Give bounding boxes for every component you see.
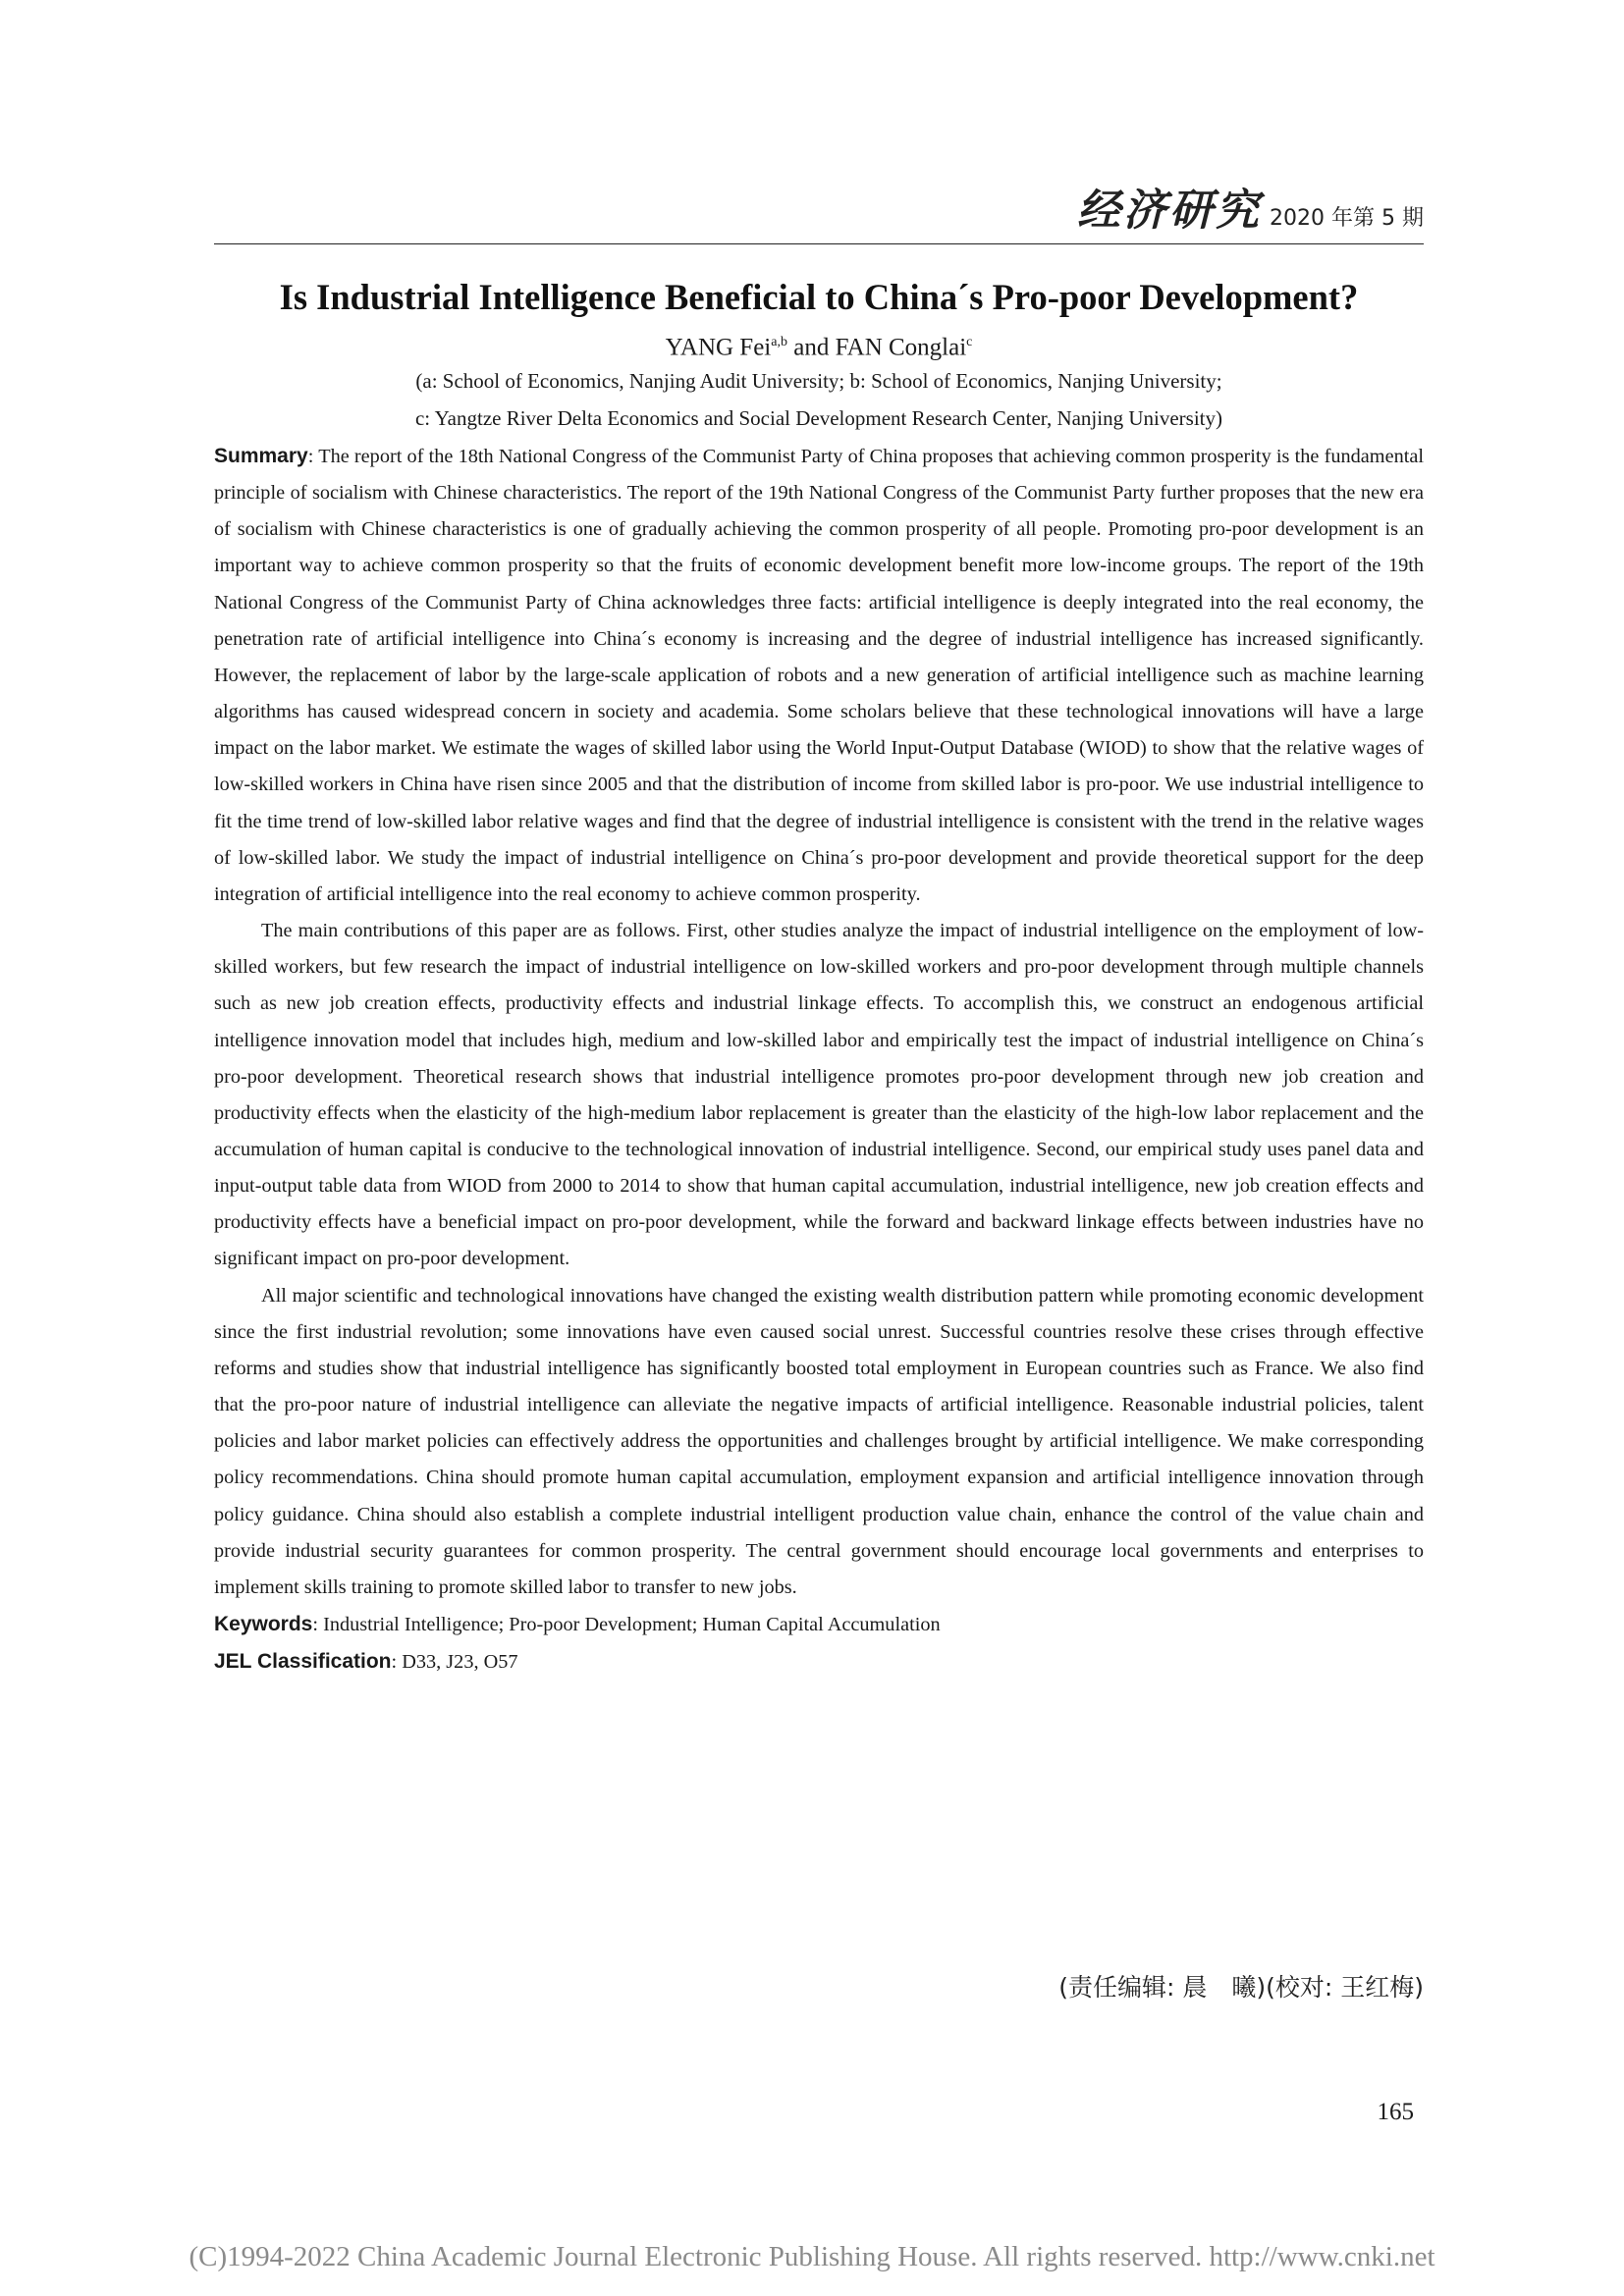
jel-line	[214, 1643, 1424, 1681]
paper-title: Is Industrial Intelligence Beneficial to China´s Pro-poor Development?	[279, 277, 1359, 317]
copyright-footer: (C)1994-2022 China Academic Journal Electronic Publishing House. All rights reserved. http://www.cnki.net	[189, 2241, 1435, 2272]
author-name: FAN Conglai	[835, 334, 967, 361]
summary-paragraph	[214, 438, 1424, 913]
author-superscript: a,b	[771, 335, 787, 349]
journal-issue: 2020 年第 5 期	[1270, 206, 1424, 231]
journal-masthead	[1077, 175, 1424, 238]
keywords-line	[214, 1606, 1424, 1643]
author-conjunction: and	[786, 334, 836, 361]
body-paragraph: All major scientific and technological innovations have changed the existing wealth distribution pattern while promoting economic development since the first industrial revolution; some innovations have even caused social unrest. Successful countries resolve these crises through effective reforms and studies show that industrial intelligence has significantly boosted total employment in European countries such as France. We also find that the pro-poor nature of industrial intelligence can alleviate the negative impacts of artificial intelligence. Reasonable industrial policies, talent policies and labor market policies can effectively address the opportunities and challenges brought by artificial intelligence. We make corresponding policy recommendations. China should promote human capital accumulation, employment expansion and artificial intelligence innovation through policy guidance. China should also establish a complete industrial intelligent production value chain, enhance the control of the value chain and provide industrial security guarantees for common prosperity. The central government should encourage local governments and enterprises to implement skills training to promote skilled labor to transfer to new jobs.	[214, 1284, 1424, 1598]
author-name: YANG Fei	[665, 334, 772, 361]
page-number: 165	[1377, 2099, 1414, 2125]
summary-label: Summary	[214, 445, 308, 467]
author-superscript: c	[966, 335, 973, 349]
running-header	[214, 186, 1424, 244]
jel-label: JEL Classification	[214, 1650, 392, 1674]
body-paragraph: The main contributions of this paper are as follows. First, other studies analyze the impact of industrial intelligence on the employment of low-skilled workers, but few research the impact of industrial intelligence on low-skilled workers and pro-poor development through multiple channels such as new job creation effects, productivity effects and industrial linkage effects. To accomplish this, we construct an endogenous artificial intelligence innovation model that includes high, medium and low-skilled labor and empirically test the impact of industrial intelligence on China´s pro-poor development. Theoretical research shows that industrial intelligence promotes pro-poor development through new job creation and productivity effects when the elasticity of the high-medium labor replacement is greater than the elasticity of the high-low labor replacement and the accumulation of human capital is conducive to the technological innovation of industrial intelligence. Second, our empirical study uses panel data and input-output table data from WIOD from 2000 to 2014 to show that human capital accumulation, industrial intelligence, new job creation effects and productivity effects have a beneficial impact on pro-poor development, while the forward and backward linkage effects between industries have no significant impact on pro-poor development.	[214, 920, 1424, 1270]
affiliation-line: c: Yangtze River Delta Economics and Social Development Research Center, Nanjing University)	[414, 406, 1222, 430]
abstract-body	[214, 438, 1424, 1681]
editor-note: (责任编辑: 晨 曦)(校对: 王红梅)	[1058, 1973, 1424, 2002]
authors-line	[214, 328, 1424, 362]
jel-text: : D33, J23, O57	[391, 1651, 518, 1674]
summary-text: : The report of the 18th National Congress of the Communist Party of China proposes that achieving common prosperity is the fundamental principle of socialism with Chinese characteristics. The report of the 19th National Congress of the Communist Party further proposes that the new era of socialism with Chinese characteristics is one of gradually achieving the common prosperity of all people. Promoting pro-poor development is an important way to achieve common prosperity so that the fruits of economic development benefit more low-income groups. The report of the 19th National Congress of the Communist Party of China acknowledges three facts: artificial intelligence is deeply integrated into the real economy, the penetration rate of artificial intelligence into China´s economy is increasing and the degree of industrial intelligence has increased significantly. However, the replacement of labor by the large-scale application of robots and a new generation of artificial intelligence such as machine learning algorithms has caused widespread concern in society and academia. Some scholars believe that these technological innovations will have a large impact on the labor market. We estimate the wages of skilled labor using the World Input-Output Database (WIOD) to show that the relative wages of low-skilled workers in China have risen since 2005 and that the distribution of income from skilled labor is pro-poor. We use industrial intelligence to fit the time trend of low-skilled labor relative wages and find that the degree of industrial intelligence is consistent with the trend in the relative wages of low-skilled labor. We study the impact of industrial intelligence on China´s pro-poor development and provide theoretical support for the deep integration of artificial intelligence into the real economy to achieve common prosperity.	[214, 446, 1424, 905]
journal-logo: 经济研究	[1077, 186, 1263, 236]
keywords-label: Keywords	[214, 1613, 313, 1635]
keywords-text: : Industrial Intelligence; Pro-poor Development; Human Capital Accumulation	[312, 1614, 941, 1635]
affiliation-line: (a: School of Economics, Nanjing Audit University; b: School of Economics, Nanjing University;	[415, 369, 1222, 393]
